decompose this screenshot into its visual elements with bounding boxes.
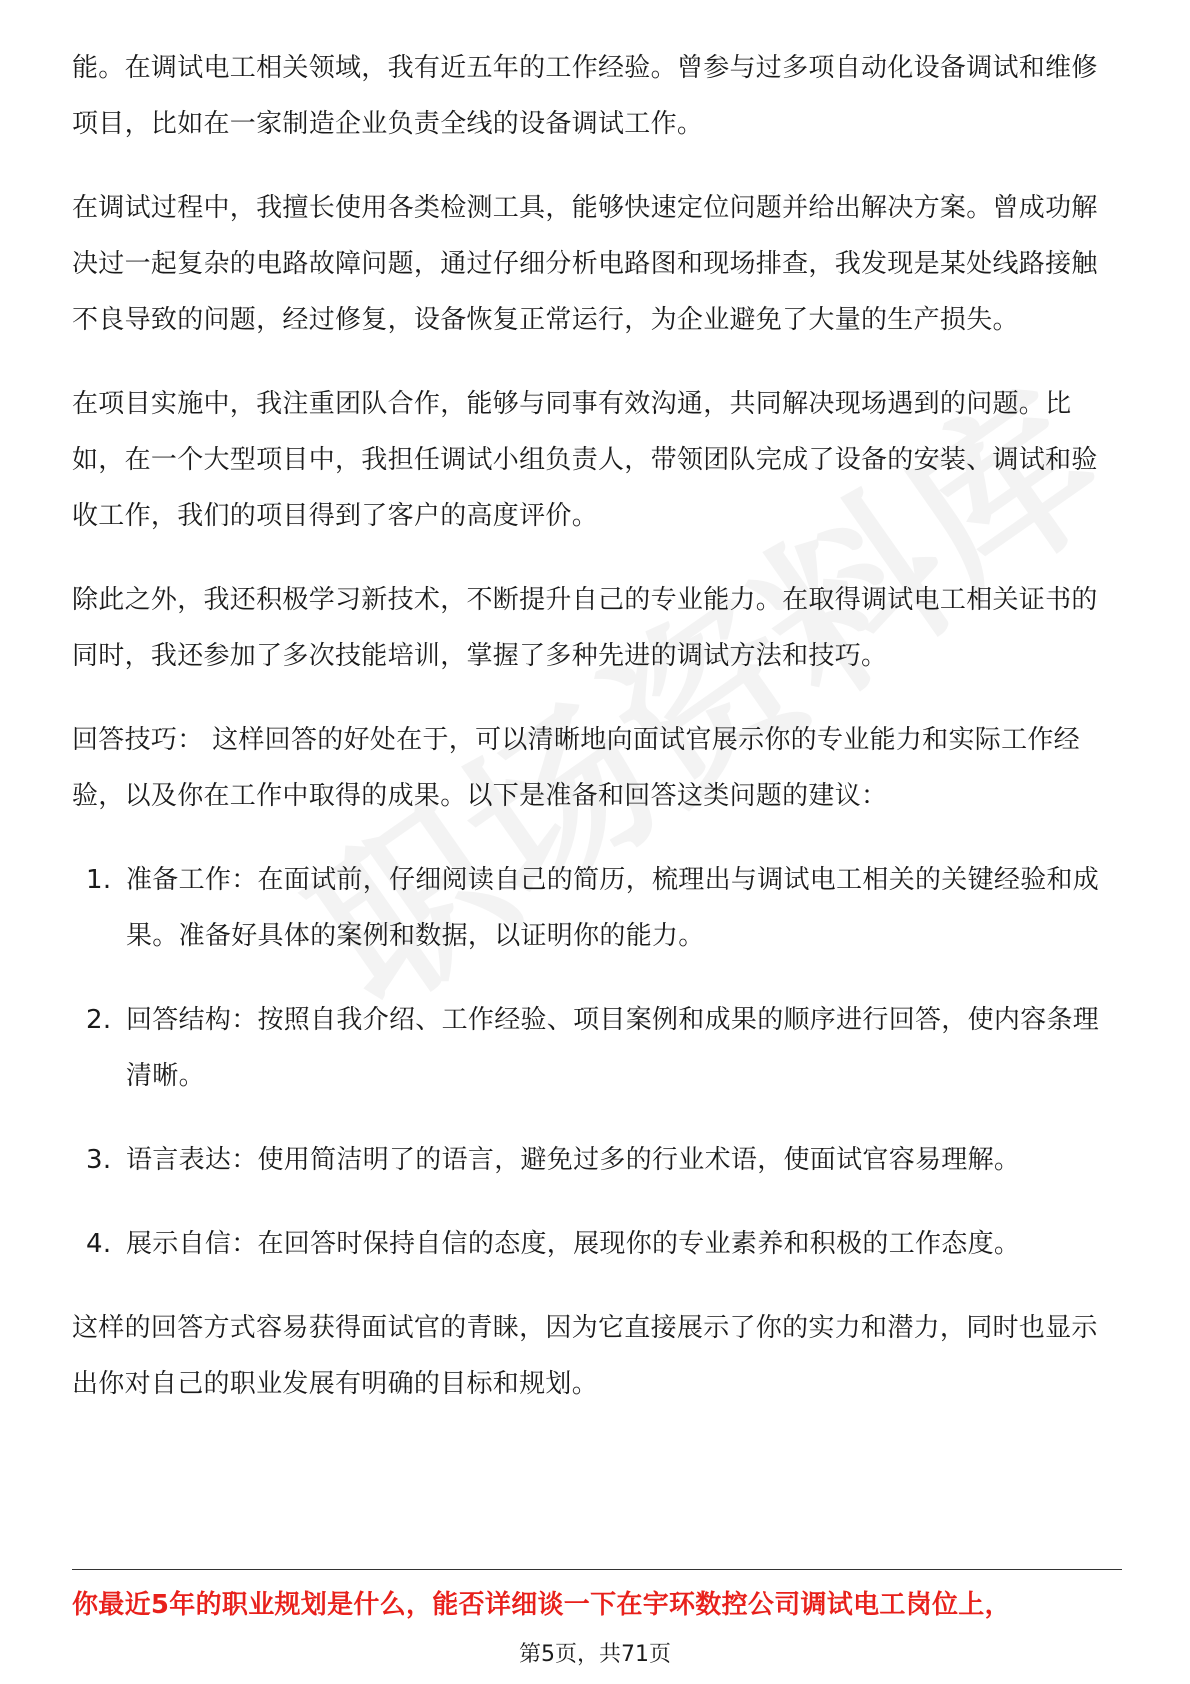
section-divider (72, 1569, 1122, 1570)
paragraph-debugging: 在调试过程中，我擅长使用各类检测工具，能够快速定位问题并给出解决方案。曾成功解决过一起复杂的电路故障问题，通过仔细分析电路图和现场排查，我发现是某处线路接触不良导致的问题，经过修复，设备恢复正常运行，为企业避免了大量的生产损失。 (72, 193, 1098, 335)
list-text: 准备工作：在面试前，仔细阅读自己的简历，梳理出与调试电工相关的关键经验和成果。准备好具体的案例和数据，以证明你的能力。 (126, 865, 1100, 951)
list-text: 展示自信：在回答时保持自信的态度，展现你的专业素养和积极的工作态度。 (126, 1229, 1021, 1259)
list-text: 回答结构：按照自我介绍、工作经验、项目案例和成果的顺序进行回答，使内容条理清晰。 (126, 1005, 1100, 1091)
paragraph-closing: 这样的回答方式容易获得面试官的青睐，因为它直接展示了你的实力和潜力，同时也显示出你对自己的职业发展有明确的目标和规划。 (72, 1313, 1098, 1399)
answer-body (72, 40, 1122, 1440)
tips-list (72, 852, 1122, 1272)
next-question-heading: 你最近5年的职业规划是什么，能否详细谈一下在宇环数控公司调试电工岗位上， (72, 1590, 1011, 1620)
paragraph-teamwork: 在项目实施中，我注重团队合作，能够与同事有效沟通，共同解决现场遇到的问题。比如，在一个大型项目中，我担任调试小组负责人，带领团队完成了设备的安装、调试和验收工作，我们的项目得到了客户的高度评价。 (72, 389, 1098, 531)
paragraph-learning: 除此之外，我还积极学习新技术，不断提升自己的专业能力。在取得调试电工相关证书的同时，我还参加了多次技能培训，掌握了多种先进的调试方法和技巧。 (72, 585, 1098, 671)
list-item (72, 992, 1122, 1104)
list-item (72, 1132, 1122, 1188)
list-number: 4. (86, 1229, 112, 1259)
list-item (72, 1216, 1122, 1272)
list-item (72, 852, 1122, 964)
page-number: 第5页，共71页 (519, 1642, 671, 1667)
list-number: 3. (86, 1145, 112, 1175)
list-number: 1. (86, 865, 112, 895)
list-number: 2. (86, 1005, 112, 1035)
paragraph-answer-tips: 回答技巧： 这样回答的好处在于，可以清晰地向面试官展示你的专业能力和实际工作经验，以及你在工作中取得的成果。以下是准备和回答这类问题的建议： (72, 725, 1080, 811)
paragraph-experience: 能。在调试电工相关领域，我有近五年的工作经验。曾参与过多项自动化设备调试和维修项目，比如在一家制造企业负责全线的设备调试工作。 (72, 53, 1098, 139)
list-text: 语言表达：使用简洁明了的语言，避免过多的行业术语，使面试官容易理解。 (126, 1145, 1021, 1175)
